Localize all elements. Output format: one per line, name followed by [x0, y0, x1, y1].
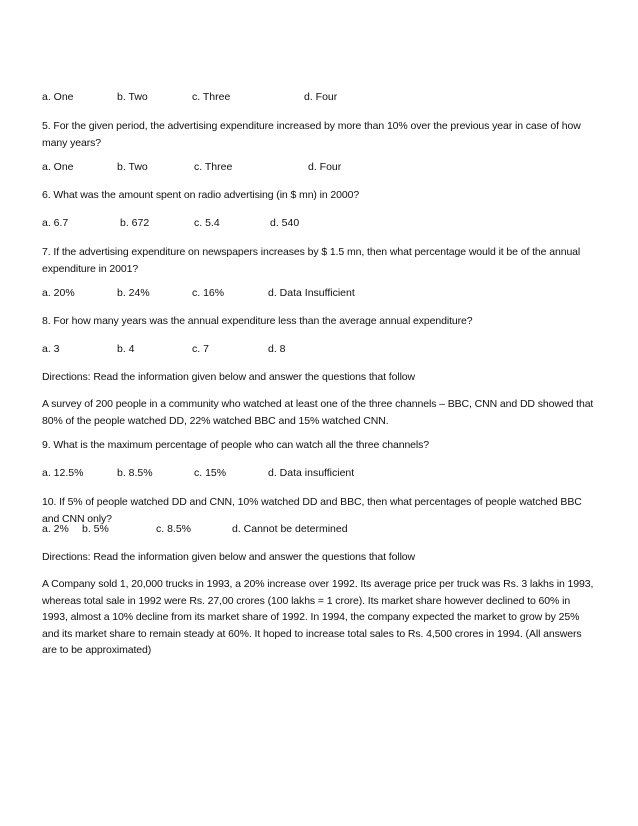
company-paragraph: A Company sold 1, 20,000 trucks in 1993, a 20% increase over 1992. Its average price per truck was Rs. 3 lakhs in 1993, whereas total sale in 1992 were Rs. 27,00 crores (100 lakhs = 1 crore). Its market share however declined to 60% in 1993, almost a 10% decline from its market share of 1992. In 1994, the company expected the market to grow by 25% and its market share to remain steady at 60%. It hoped to increase total sales to Rs. 4,500 crores in 1994. (All answers are to be approximated) — [42, 578, 594, 656]
q6-option-c: c. 5.4 — [194, 217, 220, 229]
q6-option-d: d. 540 — [270, 217, 300, 229]
q9-option-a: a. 12.5% — [42, 467, 84, 479]
q10-option-a: a. 2% — [42, 523, 69, 535]
q9-question: 9. What is the maximum percentage of people who can watch all the three channels? — [42, 439, 430, 451]
q10-question: 10. If 5% of people watched DD and CNN, 10% watched DD and BBC, then what percentages of people watched BBC and CNN only? — [42, 496, 582, 525]
q4-option-b: b. Two — [117, 91, 148, 103]
survey-paragraph: A survey of 200 people in a community who watched at least one of the three channels – BBC, CNN and DD showed that 80% of the people watched DD, 22% watched BBC and 15% watched CNN. — [42, 398, 594, 427]
q7-question: 7. If the advertising expenditure on newspapers increases by $ 1.5 mn, then what percentage would it be of the annual expenditure in 2001? — [42, 246, 581, 275]
q5-option-a: a. One — [42, 161, 74, 173]
q7-option-c: c. 16% — [192, 287, 225, 299]
q7-option-d: d. Data Insufficient — [268, 287, 355, 299]
q6-option-b: b. 672 — [120, 217, 150, 229]
q8-option-b: b. 4 — [117, 343, 135, 355]
q4-option-c: c. Three — [192, 91, 231, 103]
q8-option-d: d. 8 — [268, 343, 286, 355]
q5-option-b: b. Two — [117, 161, 148, 173]
q8-option-c: c. 7 — [192, 343, 209, 355]
q5-question: 5. For the given period, the advertising expenditure increased by more than 10% over the previous year in case of how many years? — [42, 120, 581, 149]
q9-option-b: b. 8.5% — [117, 467, 153, 479]
q9-option-c: c. 15% — [194, 467, 227, 479]
q5-option-c: c. Three — [194, 161, 233, 173]
q7-option-a: a. 20% — [42, 287, 75, 299]
directions-2: Directions: Read the information given below and answer the questions that follow — [42, 551, 416, 563]
directions-1: Directions: Read the information given below and answer the questions that follow — [42, 371, 416, 383]
q4-option-a: a. One — [42, 91, 74, 103]
q6-question: 6. What was the amount spent on radio advertising (in $ mn) in 2000? — [42, 189, 360, 201]
q8-option-a: a. 3 — [42, 343, 60, 355]
q7-option-b: b. 24% — [117, 287, 150, 299]
q4-option-d: d. Four — [304, 91, 338, 103]
q10-option-c: c. 8.5% — [156, 523, 192, 535]
q5-option-d: d. Four — [308, 161, 342, 173]
q10-option-b: b. 5% — [82, 523, 109, 535]
q9-option-d: d. Data insufficient — [268, 467, 355, 479]
q8-question: 8. For how many years was the annual expenditure less than the average annual expenditure? — [42, 315, 473, 327]
q10-option-d: d. Cannot be determined — [232, 523, 348, 535]
q6-option-a: a. 6.7 — [42, 217, 69, 229]
